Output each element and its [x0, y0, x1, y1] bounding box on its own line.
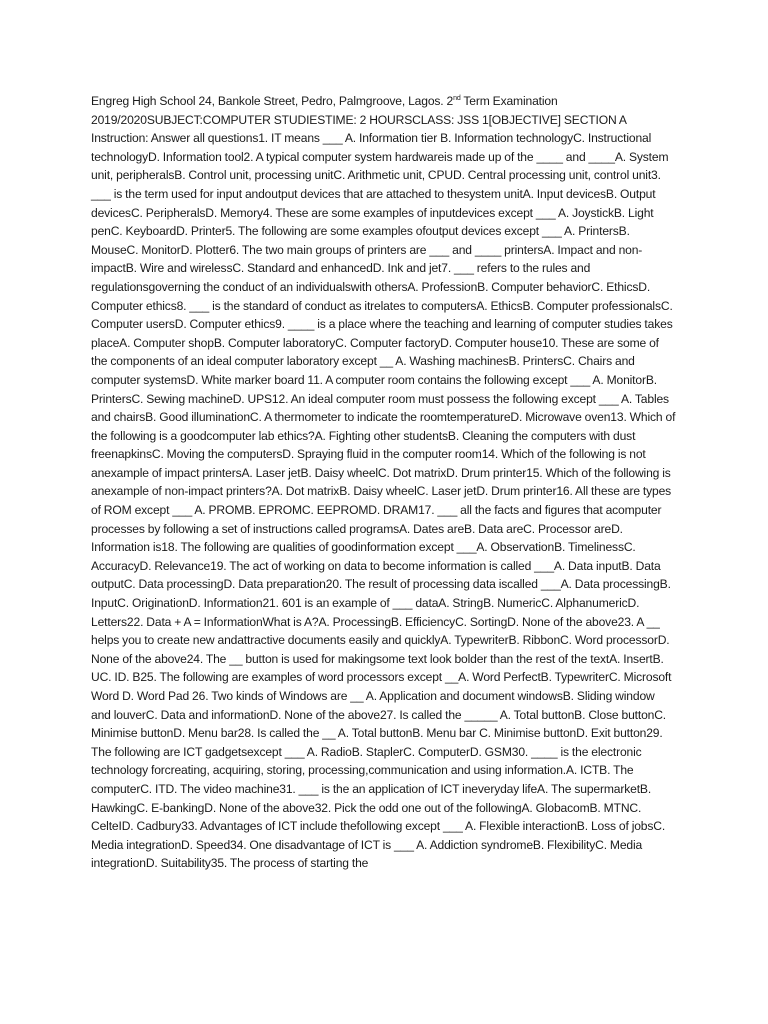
document-body	[91, 92, 677, 873]
school-header-line: Engreg High School 24, Bankole Street, Pedro, Palmgroove, Lagos. 2	[91, 94, 454, 108]
document-page	[91, 92, 677, 873]
exam-questions-text: Term Examination 2019/2020SUBJECT:COMPUTER STUDIESTIME: 2 HOURSCLASS: JSS 1[OBJECTIVE] SECTION A Instruction: Answer all questions1. IT means ___ A. Information tier B. Information technologyC. Instructional technologyD. Information tool2. A typical computer system hardwareis made up of the ____ and ____A. System unit, peripheralsB. Control unit, processing unitC. Arithmetic unit, CPUD. Central processing unit, control unit3. ___ is the term used for input andoutput devices that are attached to thesystem unitA. Input devicesB. Output devicesC. PeripheralsD. Memory4. These are some examples of inputdevices except ___ A. JoystickB. Light penC. KeyboardD. Printer5. The following are some examples ofoutput devices except ___ A. PrintersB. MouseC. MonitorD. Plotter6. The two main groups of printers are ___ and ____ printersA. Impact and non-impactB. Wire and wirelessC. Standard and enhancedD. Ink and jet7. ___ refers to the rules and regulationsgoverning the conduct of an individualswith othersA. ProfessionB. Computer behaviorC. EthicsD. Computer ethics8. ___ is the standard of conduct as itrelates to computersA. EthicsB. Computer professionalsC. Computer usersD. Computer ethics9. ____ is a place where the teaching and learning of computer studies takes placeA. Computer shopB. Computer laboratoryC. Computer factoryD. Computer house10. These are some of the components of an ideal computer laboratory except __ A. Washing machinesB. PrintersC. Chairs and computer systemsD. White marker board 11. A computer room contains the following except ___ A. MonitorB. PrintersC. Sewing machineD. UPS12. An ideal computer room must possess the following except ___ A. Tables and chairsB. Good illuminationC. A thermometer to indicate the roomtemperatureD. Microwave oven13. Which of the following is a goodcomputer lab ethics?A. Fighting other studentsB. Cleaning the computers with dust freenapkinsC. Moving the computersD. Spraying fluid in the computer room14. Which of the following is not anexample of impact printersA. Laser jetB. Daisy wheelC. Dot matrixD. Drum printer15. Which of the following is anexample of non-impact printers?A. Dot matrixB. Daisy wheelC. Laser jetD. Drum printer16. All these are types of ROM except ___ A. PROMB. EPROMC. EEPROMD. DRAM17. ___ all the facts and figures that acomputer processes by following a set of instructions called programsA. Dates areB. Data areC. Processor areD. Information is18. The following are qualities of goodinformation except ___A. ObservationB. TimelinessC. AccuracyD. Relevance19. The act of working on data to become information is called ___A. Data inputB. Data outputC. Data processingD. Data preparation20. The result of processing data iscalled ___A. Data processingB. InputC. OriginationD. Information21. 601 is an example of ___ dataA. StringB. NumericC. AlphanumericD. Letters22. Data + A = InformationWhat is A?A. ProcessingB. EfficiencyC. SortingD. None of the above23. A __ helps you to create new andattractive documents easily and quicklyA. TypewriterB. RibbonC. Word processorD. None of the above24. The __ button is used for makingsome text look bolder than the rest of the textA. InsertB. UC. ID. B25. The following are examples of word processors except __A. Word PerfectB. TypewriterC. Microsoft Word D. Word Pad 26. Two kinds of Windows are __ A. Application and document windowsB. Sliding window and louverC. Data and informationD. None of the above27. Is called the _____ A. Total buttonB. Close buttonC. Minimise buttonD. Menu bar28. Is called the __ A. Total buttonB. Menu bar C. Minimise buttonD. Exit button29. The following are ICT gadgetsexcept ___ A. RadioB. StaplerC. ComputerD. GSM30. ____ is the electronic technology forcreating, acquiring, storing, processing,communication and using information.A. ICTB. The computerC. ITD. The video machine31. ___ is the an application of ICT ineveryday lifeA. The supermarketB. HawkingC. E-bankingD. None of the above32. Pick the odd one out of the followingA. GlobacomB. MTNC. CelteID. Cadbury33. Advantages of ICT include thefollowing except ___ A. Flexible interactionB. Loss of jobsC. Media integrationD. Speed34. One disadvantage of ICT is ___ A. Addiction syndromeB. FlexibilityC. Media integrationD. Suitability35. The process of starting the	[91, 94, 676, 871]
ordinal-superscript: nd	[453, 95, 461, 102]
